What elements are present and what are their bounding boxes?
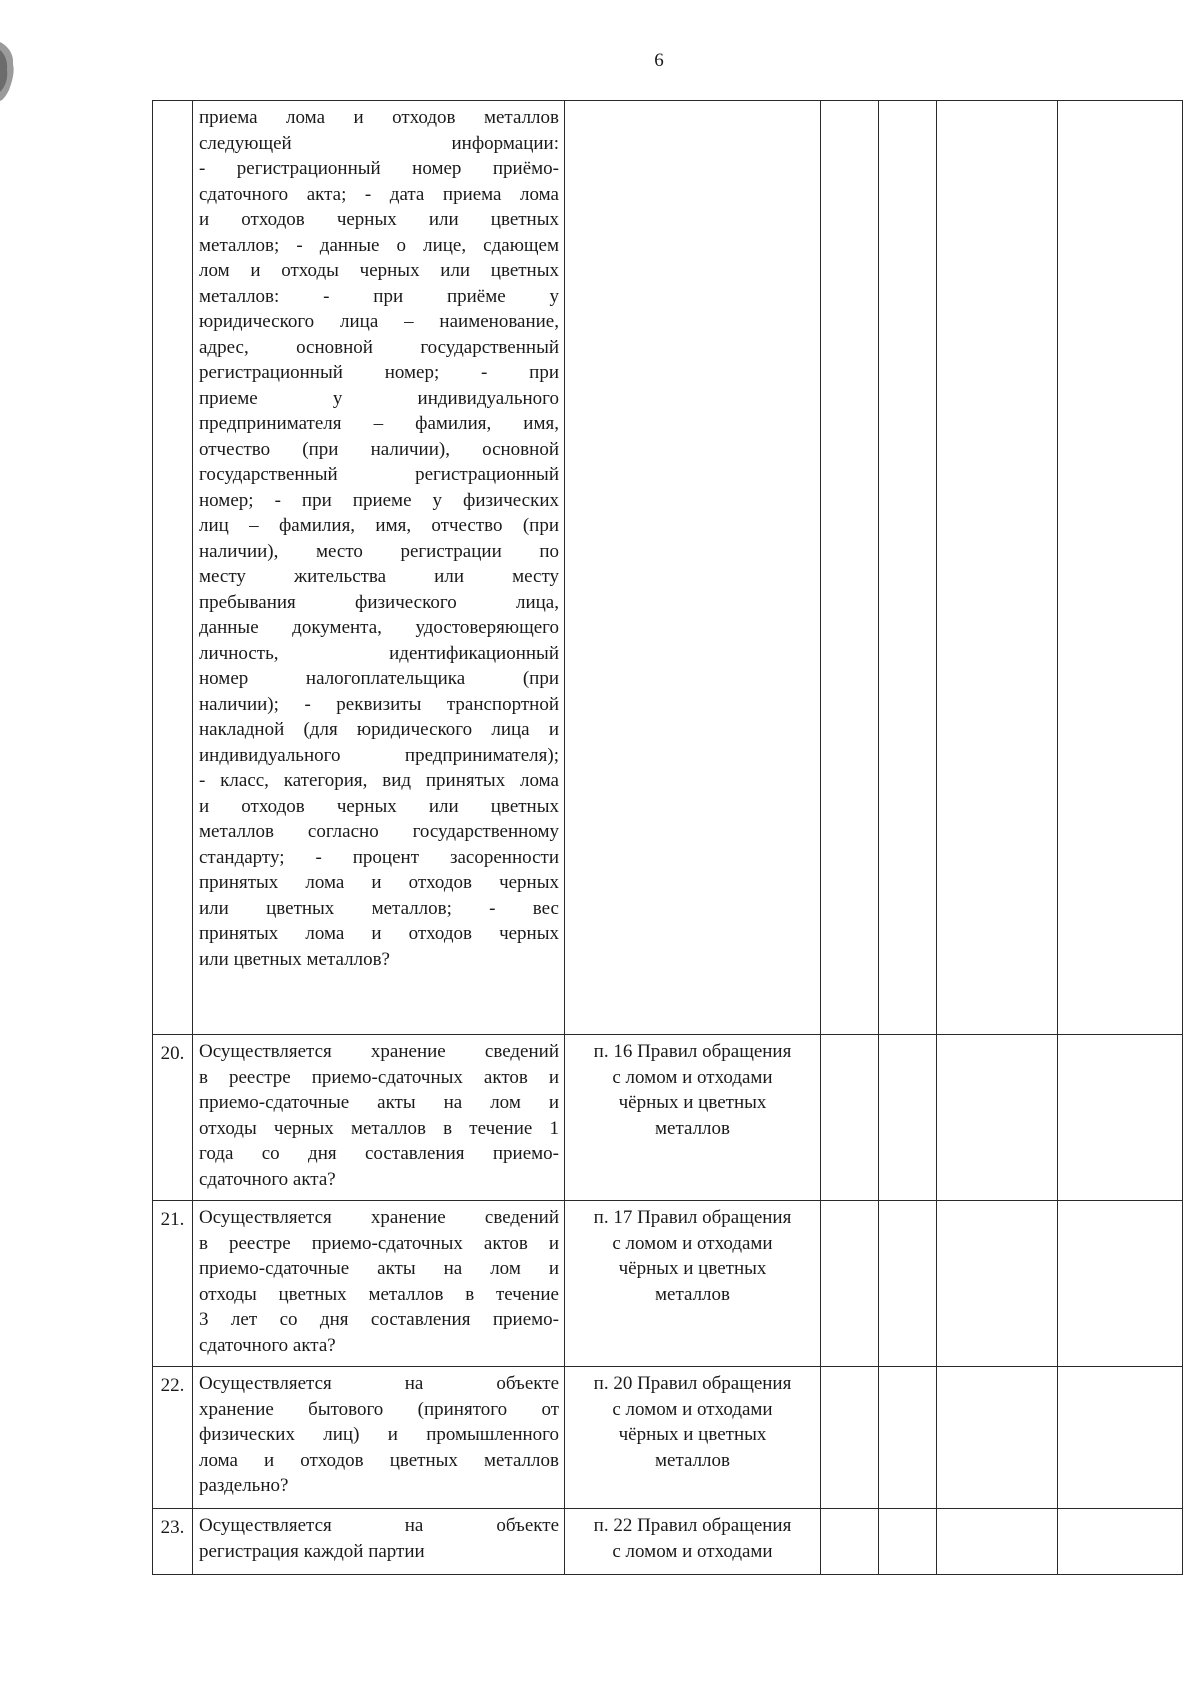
question-text-line: в реестре приемо-сдаточных актов и <box>199 1066 559 1088</box>
question-text-line: или цветных металлов? <box>199 948 390 970</box>
table-row <box>153 1509 1183 1575</box>
question-text-line: Осуществляется на объекте <box>199 1515 559 1536</box>
reference-text-line: п. 20 Правил обращения <box>593 1373 792 1394</box>
question-text-line: личность, идентификационный <box>199 642 559 664</box>
checklist-table <box>152 100 1183 1575</box>
question-text-line: Осуществляется хранение сведений <box>199 1041 559 1062</box>
question-text-line: лома и отходов цветных металлов <box>199 1449 559 1471</box>
question-text-line: месту жительства или месту <box>199 566 559 587</box>
empty-cell-no <box>879 1035 937 1201</box>
empty-cell-no <box>879 1509 937 1575</box>
reference-text-line: с ломом и отходами <box>612 1398 773 1420</box>
empty-cell-note <box>1058 1509 1183 1575</box>
question-text-line: металлов; - данные о лице, сдающем <box>199 234 559 256</box>
question-text-line: пребывания физического лица, <box>199 591 559 613</box>
question-text-line: приемо-сдаточные акты на лом и <box>199 1258 559 1279</box>
question-cell <box>193 1509 565 1575</box>
question-text-line: регистрация каждой партии <box>199 1540 425 1562</box>
question-text-line: металлов: - при приёме у <box>199 285 559 307</box>
question-text-line: 3 лет со дня составления приемо- <box>199 1309 559 1330</box>
question-text-line: лиц – фамилия, имя, отчество (при <box>199 515 559 536</box>
question-text-line: физических лиц) и промышленного <box>199 1424 559 1445</box>
question-text-line: отходы черных металлов в течение 1 <box>199 1117 559 1139</box>
empty-cell-no <box>879 1201 937 1367</box>
reference-cell <box>565 1201 821 1367</box>
reference-cell <box>565 101 821 1035</box>
reference-text-line: с ломом и отходами <box>612 1232 773 1254</box>
question-text-line: индивидуального предпринимателя); <box>199 744 559 766</box>
row-number: 21. <box>160 1209 185 1230</box>
question-text-line: хранение бытового (принятого от <box>199 1398 559 1420</box>
question-text-line: раздельно? <box>199 1475 289 1496</box>
question-text-line: года со дня составления приемо- <box>199 1143 559 1164</box>
reference-text-line: металлов <box>654 1117 731 1139</box>
question-text-line: принятых лома и отходов черных <box>199 872 559 893</box>
reference-cell <box>565 1035 821 1201</box>
reference-text-line: чёрных и цветных <box>618 1258 767 1279</box>
question-text-line: - регистрационный номер приёмо- <box>199 158 559 179</box>
table-body <box>153 101 1183 1575</box>
question-text-line: государственный регистрационный <box>199 464 559 485</box>
table-row <box>153 1201 1183 1367</box>
question-text-line: накладной (для юридического лица и <box>199 719 559 740</box>
question-cell <box>193 1035 565 1201</box>
reference-text-line: металлов <box>654 1449 731 1471</box>
question-cell <box>193 101 565 1035</box>
empty-cell-yes <box>821 1509 879 1575</box>
empty-cell-note <box>1058 101 1183 1035</box>
reference-text-line: п. 17 Правил обращения <box>593 1207 792 1228</box>
stamp-fragment-icon <box>0 40 16 102</box>
row-number-cell <box>153 1509 193 1575</box>
question-text-line: данные документа, удостоверяющего <box>199 617 559 638</box>
question-text-line: и отходов черных или цветных <box>199 209 559 230</box>
reference-text-line: с ломом и отходами <box>612 1540 773 1562</box>
question-text-line: юридического лица – наименование, <box>199 311 559 332</box>
question-text-line: приеме у индивидуального <box>199 387 559 409</box>
row-number-cell <box>153 101 193 1035</box>
empty-cell-yes <box>821 1367 879 1509</box>
question-text-line: или цветных металлов; - вес <box>199 897 559 919</box>
empty-cell-na <box>937 101 1058 1035</box>
question-text-line: адрес, основной государственный <box>199 336 559 358</box>
reference-text-line: чёрных и цветных <box>618 1092 767 1113</box>
question-text-line: металлов согласно государственному <box>199 821 559 842</box>
question-text-line: наличии); - реквизиты транспортной <box>199 693 559 715</box>
reference-text-line: п. 16 Правил обращения <box>593 1041 792 1062</box>
row-number-cell <box>153 1035 193 1201</box>
question-text-line: сдаточного акта? <box>199 1334 336 1356</box>
question-text-line: в реестре приемо-сдаточных актов и <box>199 1232 559 1254</box>
question-text-line: приемо-сдаточные акты на лом и <box>199 1092 559 1113</box>
row-number: 23. <box>160 1517 185 1538</box>
row-number-cell <box>153 1201 193 1367</box>
empty-cell-yes <box>821 1035 879 1201</box>
row-number: 22. <box>160 1375 185 1396</box>
question-text-line: следующей информации: <box>199 132 559 154</box>
row-number-cell <box>153 1367 193 1509</box>
reference-text-line: металлов <box>654 1283 731 1305</box>
reference-text-line: с ломом и отходами <box>612 1066 773 1088</box>
question-text-line: приема лома и отходов металлов <box>199 107 559 128</box>
question-cell <box>193 1367 565 1509</box>
empty-cell-yes <box>821 1201 879 1367</box>
reference-text-line: чёрных и цветных <box>618 1424 767 1445</box>
empty-cell-na <box>937 1509 1058 1575</box>
reference-cell <box>565 1367 821 1509</box>
table-row <box>153 1035 1183 1201</box>
empty-cell-yes <box>821 101 879 1035</box>
reference-cell <box>565 1509 821 1575</box>
empty-cell-na <box>937 1035 1058 1201</box>
empty-cell-no <box>879 101 937 1035</box>
question-text-line: номер; - при приеме у физических <box>199 489 559 511</box>
question-text-line: отчество (при наличии), основной <box>199 438 559 460</box>
empty-cell-note <box>1058 1035 1183 1201</box>
question-text-line: Осуществляется на объекте <box>199 1373 559 1394</box>
row-number: 20. <box>160 1043 185 1064</box>
question-text-line: наличии), место регистрации по <box>199 540 559 562</box>
empty-cell-na <box>937 1201 1058 1367</box>
question-cell <box>193 1201 565 1367</box>
table-row <box>153 101 1183 1035</box>
empty-cell-na <box>937 1367 1058 1509</box>
question-text-line: - класс, категория, вид принятых лома <box>199 770 559 791</box>
question-text-line: и отходов черных или цветных <box>199 795 559 817</box>
question-text-line: Осуществляется хранение сведений <box>199 1207 559 1228</box>
table-row <box>153 1367 1183 1509</box>
question-text-line: сдаточного акта? <box>199 1168 336 1190</box>
question-text-line: предпринимателя – фамилия, имя, <box>199 413 559 434</box>
empty-cell-no <box>879 1367 937 1509</box>
question-text-line: сдаточного акта; - дата приема лома <box>199 183 559 205</box>
page-number: 6 <box>654 50 664 71</box>
question-text-line: регистрационный номер; - при <box>199 362 559 383</box>
empty-cell-note <box>1058 1367 1183 1509</box>
question-text-line: номер налогоплательщика (при <box>199 668 559 689</box>
reference-text-line: п. 22 Правил обращения <box>593 1515 792 1536</box>
question-text-line: лом и отходы черных или цветных <box>199 260 559 281</box>
empty-cell-note <box>1058 1201 1183 1367</box>
question-text-line: принятых лома и отходов черных <box>199 923 559 944</box>
question-text-line: отходы цветных металлов в течение <box>199 1283 559 1305</box>
question-text-line: стандарту; - процент засоренности <box>199 846 559 868</box>
